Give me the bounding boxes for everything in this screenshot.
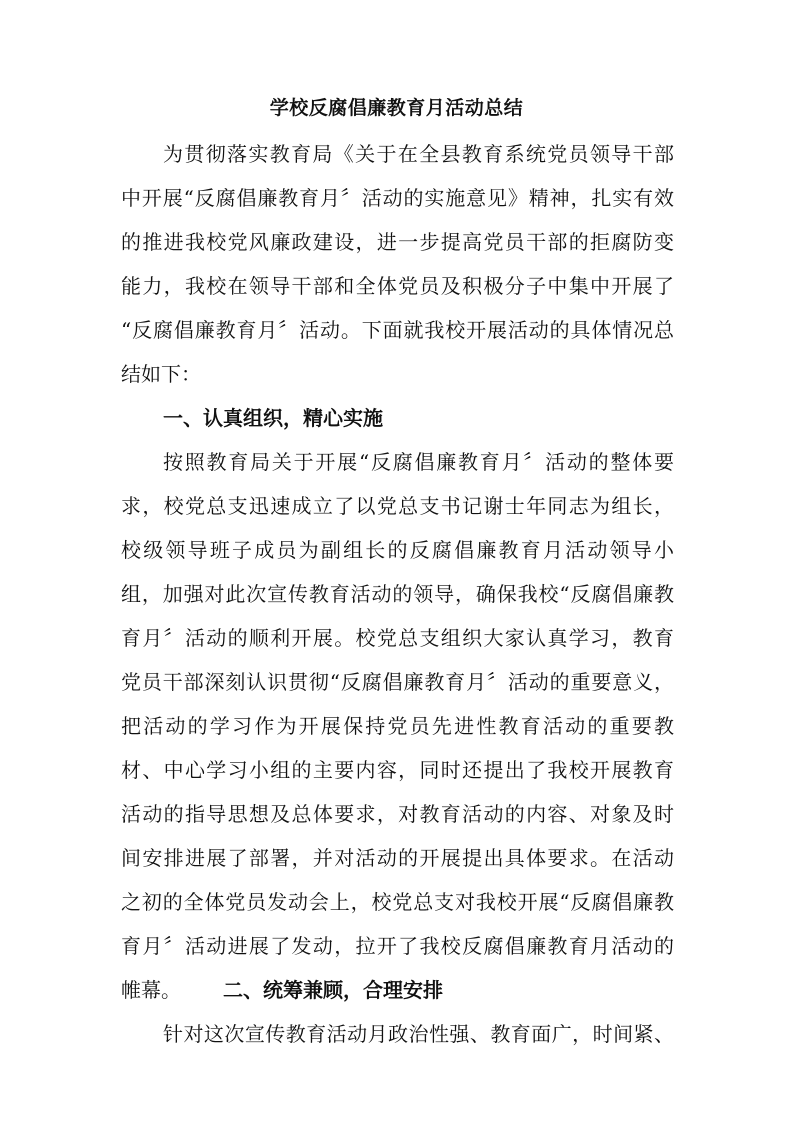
paragraph-line: 能力，我校在领导干部和全体党员及积极分子中集中开展了 [121,274,674,298]
section1-line: 按照教育局关于开展“反腐倡廉教育月〞活动的整体要 [163,450,674,474]
section1-line: 校级领导班子成员为副组长的反腐倡廉教育月活动领导小 [121,538,674,562]
section1-line: 材、中心学习小组的主要内容，同时还提出了我校开展教育 [121,758,674,782]
section1-line: 活动的指导思想及总体要求，对教育活动的内容、对象及时 [121,802,674,826]
section1-line: 组，加强对此次宣传教育活动的领导，确保我校“反腐倡廉教 [121,582,674,606]
section1-closing-text: 帷幕。 [121,978,181,1002]
section-heading-1: 一、认真组织，精心实施 [163,406,383,430]
section1-line: 育月〞活动进展了发动，拉开了我校反腐倡廉教育月活动的 [121,934,674,958]
paragraph-line: 的推进我校党风廉政建设，进一步提高党员干部的拒腐防变 [121,230,674,254]
section1-last-line [121,974,443,1006]
section-heading-2: 二、统筹兼顾，合理安排 [223,978,443,1002]
section1-line: 育月〞活动的顺利开展。校党总支组织大家认真学习，教育 [121,626,674,650]
document-title: 学校反腐倡廉教育月活动总结 [269,97,524,119]
paragraph-line: 结如下： [121,362,201,386]
section1-line: 求，校党总支迅速成立了以党总支书记谢士年同志为组长， [121,494,674,518]
section1-line: 党员干部深刻认识贯彻“反腐倡廉教育月〞活动的重要意义， [121,670,674,694]
section2-line: 针对这次宣传教育活动月政治性强、教育面广，时间紧、 [163,1022,674,1046]
paragraph-line: “反腐倡廉教育月〞活动。下面就我校开展活动的具体情况总 [121,318,674,342]
section1-line: 之初的全体党员发动会上，校党总支对我校开展“反腐倡廉教 [121,890,674,914]
section1-line: 间安排进展了部署，并对活动的开展提出具体要求。在活动 [121,846,674,870]
paragraph-line: 为贯彻落实教育局《关于在全县教育系统党员领导干部 [163,142,674,166]
paragraph-line: 中开展“反腐倡廉教育月〞活动的实施意见》精神，扎实有效 [121,186,674,210]
section1-line: 把活动的学习作为开展保持党员先进性教育活动的重要教 [121,714,674,738]
